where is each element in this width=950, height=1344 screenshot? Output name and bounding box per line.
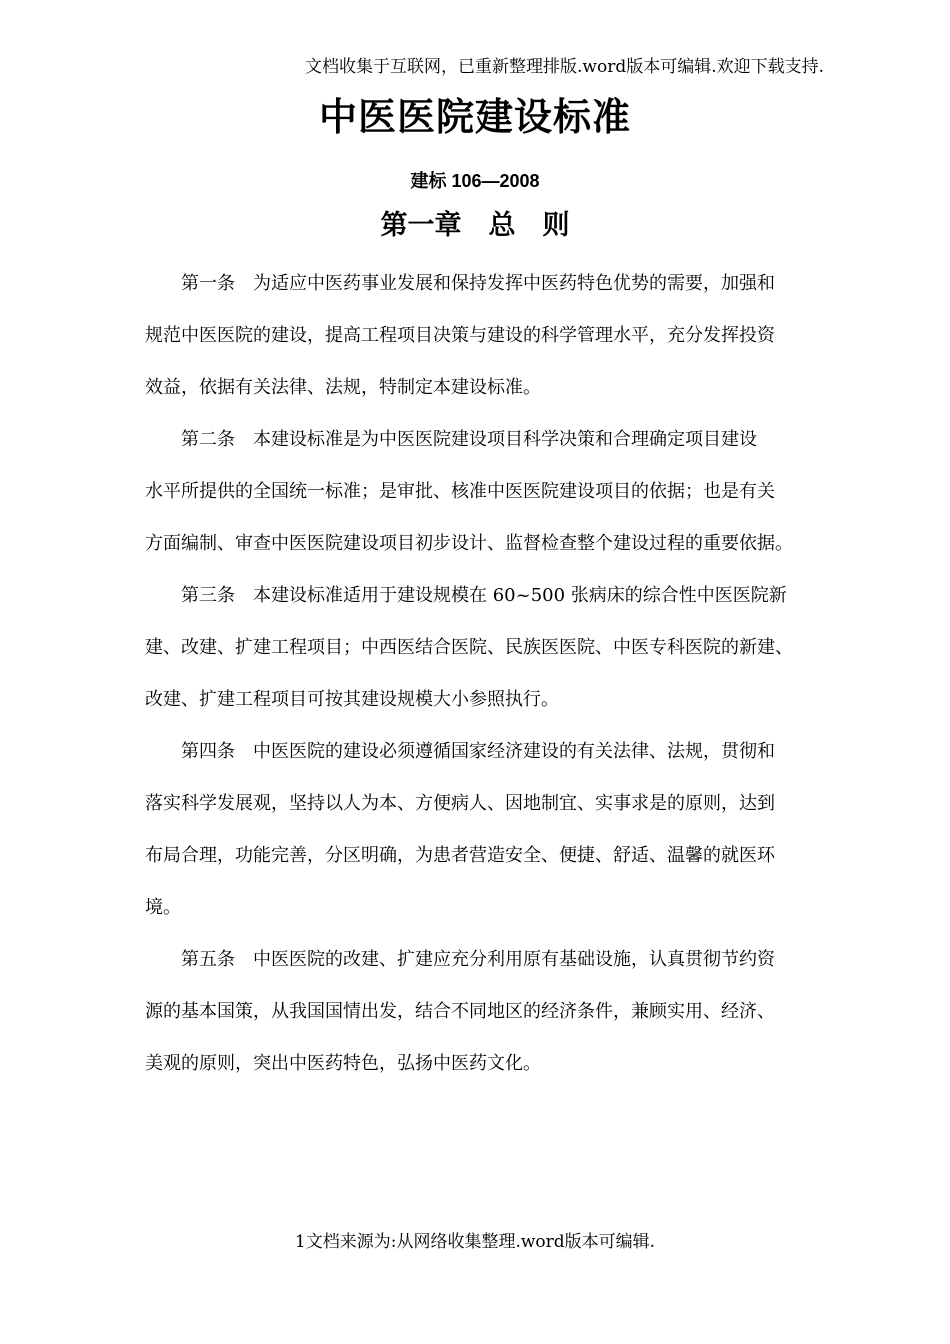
article-text-line: 中医医院的建设必须遵循国家经济建设的有关法律、法规，贯彻和 — [253, 741, 775, 762]
header-note: 文档收集于互联网，已重新整理排版.word版本可编辑.欢迎下载支持. — [305, 57, 825, 77]
article-text-line: 改建、扩建工程项目可按其建设规模大小参照执行。 — [145, 689, 559, 710]
article-label: 第二条 — [181, 429, 235, 450]
article-5 — [145, 942, 815, 1081]
chapter-title: 第一章 总 则 — [380, 210, 570, 241]
article-text-line: 规范中医医院的建设，提高工程项目决策与建设的科学管理水平，充分发挥投资 — [145, 325, 775, 346]
article-text-line: 为适应中医药事业发展和保持发挥中医药特色优势的需要，加强和 — [253, 273, 775, 294]
footer-note: 1文档来源为:从网络收集整理.word版本可编辑. — [294, 1232, 656, 1252]
article-4 — [145, 734, 815, 925]
article-label: 第三条 — [181, 585, 235, 606]
article-text-line: 布局合理，功能完善，分区明确，为患者营造安全、便捷、舒适、温馨的就医环 — [145, 845, 775, 866]
article-text-line: 落实科学发展观，坚持以人为本、方便病人、因地制宜、实事求是的原则，达到 — [145, 793, 775, 814]
article-text-line: 建、改建、扩建工程项目；中西医结合医院、民族医医院、中医专科医院的新建、 — [145, 637, 793, 658]
article-text-line: 效益，依据有关法律、法规，特制定本建设标准。 — [145, 377, 541, 398]
article-text-line: 水平所提供的全国统一标准；是审批、核准中医医院建设项目的依据；也是有关 — [145, 481, 775, 502]
article-text-line: 本建设标准是为中医医院建设项目科学决策和合理确定项目建设 — [253, 429, 757, 450]
article-text-line: 中医医院的改建、扩建应充分利用原有基础设施，认真贯彻节约资 — [253, 949, 775, 970]
article-label: 第五条 — [181, 949, 235, 970]
document-title: 中医医院建设标准 — [318, 95, 631, 139]
article-1 — [145, 266, 815, 405]
article-text-line: 美观的原则，突出中医药特色，弘扬中医药文化。 — [145, 1053, 541, 1074]
article-label: 第一条 — [181, 273, 235, 294]
article-2 — [145, 422, 815, 561]
article-text-line: 境。 — [145, 897, 181, 918]
article-text-line: 本建设标准适用于建设规模在 60~500 张病床的综合性中医医院新 — [253, 585, 787, 606]
standard-code: 建标 106—2008 — [410, 171, 540, 191]
article-label: 第四条 — [181, 741, 235, 762]
document-body — [145, 266, 815, 1098]
article-text-line: 方面编制、审查中医医院建设项目初步设计、监督检查整个建设过程的重要依据。 — [145, 533, 793, 554]
article-3 — [145, 578, 815, 717]
article-text-line: 源的基本国策，从我国国情出发，结合不同地区的经济条件，兼顾实用、经济、 — [145, 1001, 775, 1022]
